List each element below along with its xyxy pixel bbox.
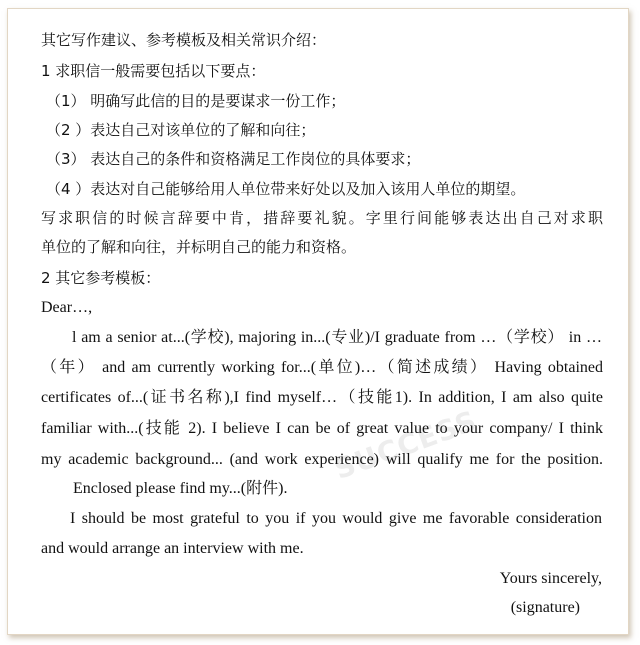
letter-closing-line-1: I should be most grateful to you if you would give me favorable consideration: [70, 510, 602, 527]
point-1: （1） 明确写此信的目的是要谋求一份工作；: [46, 92, 346, 110]
point-2: （2 ）表达自己对该单位的了解和向往；: [46, 121, 316, 139]
letter-salutation: Dear…,: [41, 299, 93, 316]
letter-body-line-3: certificates of...(证书名称),I find myself…（技能1). In addition, I am also quite: [41, 389, 603, 406]
point-4: （4 ）表达对自己能够给用人单位带来好处以及加入该用人单位的期望。: [46, 180, 526, 198]
letter-sign-off: Yours sincerely,: [499, 570, 602, 587]
letter-closing-line-2: and would arrange an interview with me.: [41, 540, 304, 557]
letter-body-line-2: （年） and am currently working for...(单位)…（简述成绩） Having obtained: [41, 359, 603, 376]
section1-heading: 1 求职信一般需要包括以下要点：: [41, 62, 266, 80]
letter-signature: (signature): [510, 599, 580, 616]
success-watermark: SUCCESS: [330, 403, 482, 487]
intro-heading: 其它写作建议、参考模板及相关常识介绍：: [41, 31, 327, 49]
letter-body-line-4: familiar with...(技能 2). I believe I can be of great value to your company/ I think: [41, 420, 603, 437]
advice-line-2: 单位的了解和向往，并标明自己的能力和资格。: [41, 238, 357, 256]
letter-body-line-5: my academic background... (and work experience) will qualify me for the position.: [41, 451, 603, 468]
point-3: （3） 表达自己的条件和资格满足工作岗位的具体要求；: [46, 150, 421, 168]
advice-line-1: 写求职信的时候言辞要中肯，措辞要礼貌。字里行间能够表达出自己对求职: [41, 209, 603, 227]
section2-heading: 2 其它参考模板：: [41, 269, 161, 287]
letter-body-line-1: l am a senior at...(学校), majoring in...(专业)/I graduate from …（学校） in …: [72, 329, 602, 346]
letter-enclosure: Enclosed please find my...(附件).: [73, 480, 288, 497]
